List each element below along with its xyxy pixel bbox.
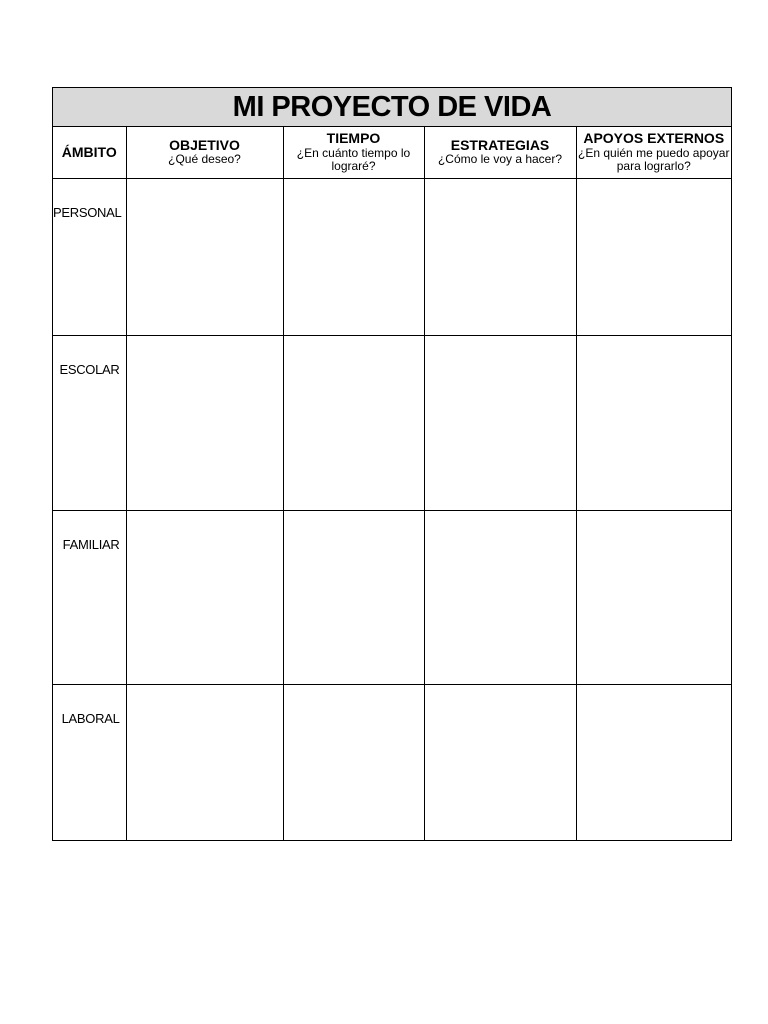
estrategias-cell-personal[interactable] [424,178,576,335]
header-ambito [53,127,126,178]
header-apoyos-question: ¿En quién me puedo apoyar para lograrlo? [578,145,730,174]
area-cell-personal [53,178,126,335]
header-tiempo [283,127,424,178]
estrategias-cell-familiar[interactable] [424,510,576,684]
area-cell-familiar [53,510,126,684]
objetivo-cell-laboral[interactable] [126,684,283,840]
tiempo-cell-laboral[interactable] [283,684,424,840]
objetivo-cell-familiar[interactable] [126,510,283,684]
header-objetivo-question: ¿Qué deseo? [168,152,241,167]
apoyos-cell-personal[interactable] [576,178,731,335]
header-apoyos [576,127,731,178]
area-cell-escolar [53,335,126,510]
header-tiempo-label: TIEMPO [326,130,381,147]
objetivo-cell-personal[interactable] [126,178,283,335]
estrategias-cell-laboral[interactable] [424,684,576,840]
area-label-personal: PERSONAL [53,204,122,220]
header-apoyos-label: APOYOS EXTERNOS [583,130,725,147]
header-ambito-label: ÁMBITO [61,144,117,161]
area-label-escolar: ESCOLAR [59,361,120,377]
page-title: MI PROYECTO DE VIDA [53,88,731,127]
area-label-familiar: FAMILIAR [62,536,120,552]
table-row-escolar [53,335,731,510]
apoyos-cell-familiar[interactable] [576,510,731,684]
header-estrategias-question: ¿Cómo le voy a hacer? [437,152,563,167]
tiempo-cell-personal[interactable] [283,178,424,335]
estrategias-cell-escolar[interactable] [424,335,576,510]
tiempo-cell-familiar[interactable] [283,510,424,684]
life-project-table [53,127,731,840]
apoyos-cell-laboral[interactable] [576,684,731,840]
objetivo-cell-escolar[interactable] [126,335,283,510]
apoyos-cell-escolar[interactable] [576,335,731,510]
life-project-form [52,87,732,841]
header-tiempo-question: ¿En cuánto tiempo lo lograré? [296,145,411,174]
header-objetivo-label: OBJETIVO [169,137,240,154]
header-estrategias [424,127,576,178]
table-row-laboral [53,684,731,840]
area-cell-laboral [53,684,126,840]
header-row [53,127,731,178]
table-row-personal [53,178,731,335]
area-label-laboral: LABORAL [61,710,120,726]
table-row-familiar [53,510,731,684]
tiempo-cell-escolar[interactable] [283,335,424,510]
header-estrategias-label: ESTRATEGIAS [450,137,550,154]
header-objetivo [126,127,283,178]
